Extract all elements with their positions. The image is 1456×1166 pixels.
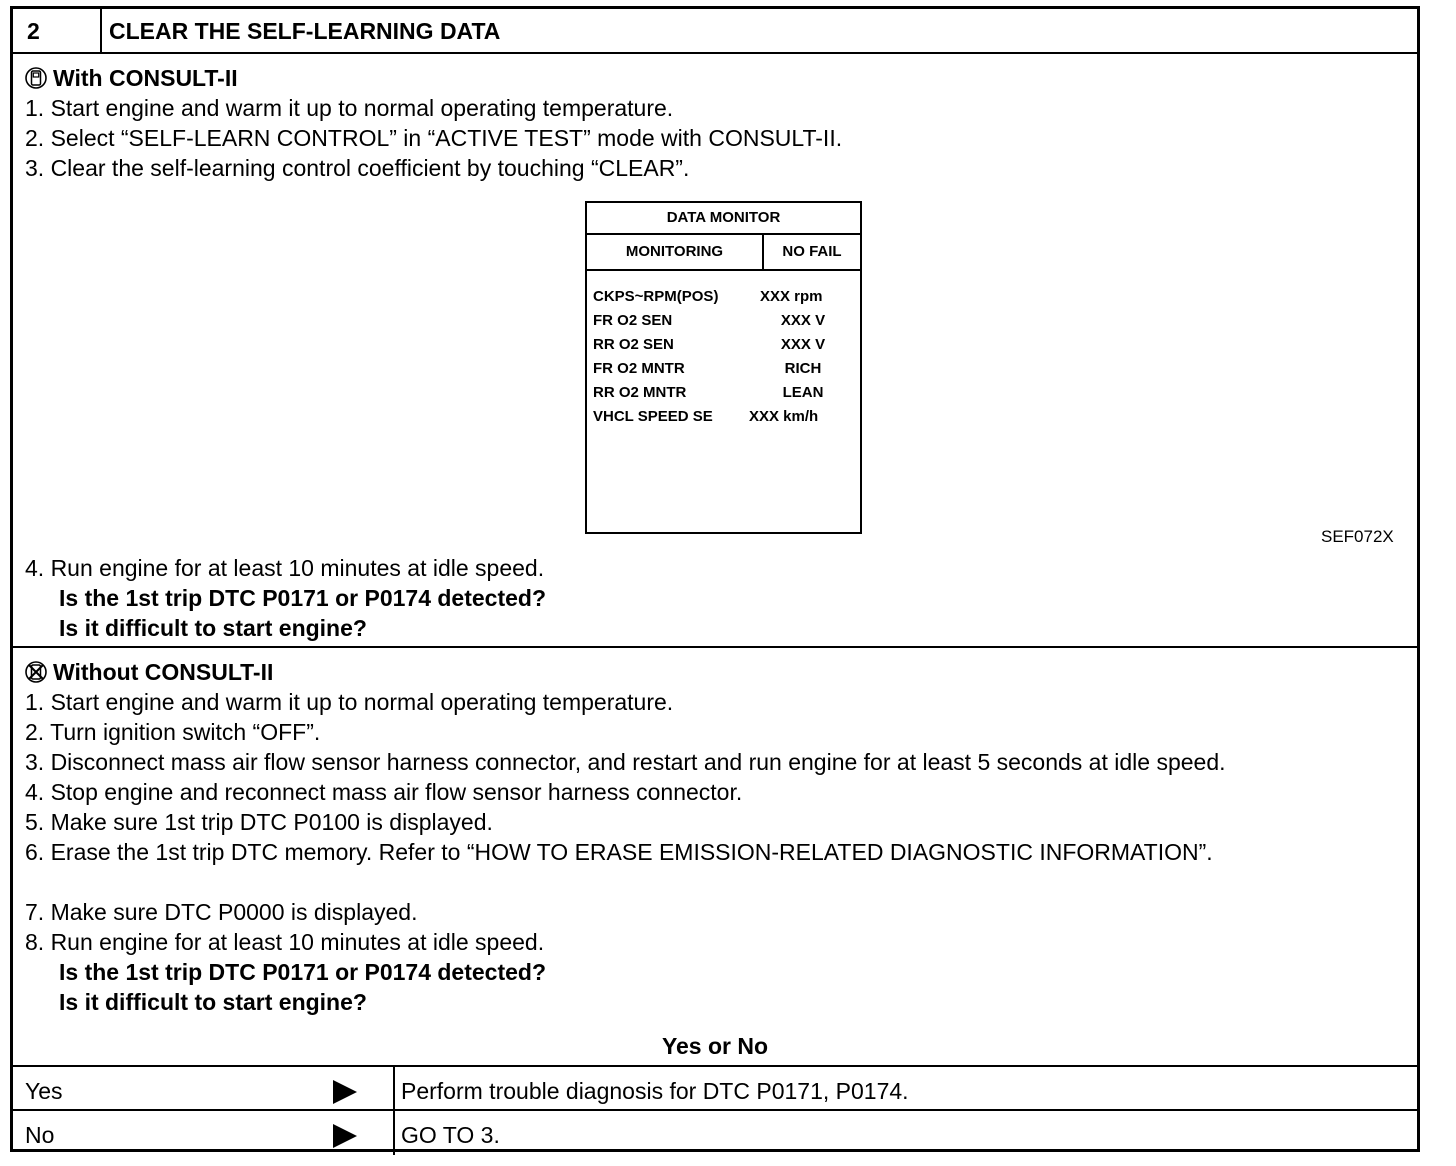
monitor-item-value: LEAN xyxy=(782,384,824,401)
with-consult-step-4: 4. Run engine for at least 10 minutes at idle speed. xyxy=(25,555,545,581)
monitor-row xyxy=(593,384,856,408)
monitor-item-value: XXX rpm xyxy=(760,288,823,305)
without-consult-step-7: 7. Make sure DTC P0000 is displayed. xyxy=(25,899,418,925)
no-consult-tool-icon xyxy=(25,661,47,683)
step-title: CLEAR THE SELF-LEARNING DATA xyxy=(109,18,501,44)
no-answer: No xyxy=(25,1122,55,1148)
monitor-item-name: RR O2 MNTR xyxy=(593,384,687,401)
step-number: 2 xyxy=(27,18,40,44)
monitor-row xyxy=(593,312,856,336)
data-monitor-screen xyxy=(585,201,862,534)
without-consult-step-6: 6. Erase the 1st trip DTC memory. Refer to “HOW TO ERASE EMISSION-RELATED DIAGNOSTIC INFORMATION”. xyxy=(25,839,1213,865)
result-column-divider xyxy=(393,1065,395,1155)
monitor-item-value: XXX km/h xyxy=(749,408,819,425)
monitor-item-name: VHCL SPEED SE xyxy=(593,408,713,425)
without-consult-step-4: 4. Stop engine and reconnect mass air flow sensor harness connector. xyxy=(25,779,743,805)
result-row-divider xyxy=(13,1109,1417,1111)
no-action: GO TO 3. xyxy=(401,1122,500,1148)
monitor-item-value: RICH xyxy=(784,360,822,377)
without-consult-question-dtc: Is the 1st trip DTC P0171 or P0174 detected? xyxy=(59,959,547,985)
header-divider xyxy=(100,9,102,53)
monitor-row xyxy=(593,360,856,384)
data-monitor-title: DATA MONITOR xyxy=(666,209,781,226)
yes-action: Perform trouble diagnosis for DTC P0171, P0174. xyxy=(401,1078,909,1104)
with-consult-question-start: Is it difficult to start engine? xyxy=(59,615,367,641)
monitor-row xyxy=(593,408,856,432)
monitor-item-value: XXX V xyxy=(780,336,826,353)
arrow-right-icon xyxy=(333,1080,357,1104)
data-monitor-rule xyxy=(587,233,860,235)
figure-code: SEF072X xyxy=(1321,527,1394,546)
header-rule xyxy=(13,52,1417,54)
with-consult-step-2: 2. Select “SELF-LEARN CONTROL” in “ACTIVE TEST” mode with CONSULT-II. xyxy=(25,125,843,151)
monitor-item-name: CKPS~RPM(POS) xyxy=(593,288,719,305)
yes-answer: Yes xyxy=(25,1078,63,1104)
without-consult-step-3: 3. Disconnect mass air flow sensor harness connector, and restart and run engine for at least 5 seconds at idle speed. xyxy=(25,749,1226,775)
with-consult-heading: With CONSULT-II xyxy=(25,63,238,93)
consult-tool-icon xyxy=(25,67,47,89)
monitor-item-value: XXX V xyxy=(780,312,826,329)
with-consult-question-dtc: Is the 1st trip DTC P0171 or P0174 detected? xyxy=(59,585,547,611)
monitor-item-name: RR O2 SEN xyxy=(593,336,674,353)
monitor-row xyxy=(593,288,856,312)
without-consult-heading: Without CONSULT-II xyxy=(25,657,273,687)
with-consult-step-3: 3. Clear the self-learning control coefficient by touching “CLEAR”. xyxy=(25,155,690,181)
monitor-row xyxy=(593,336,856,360)
result-label: Yes or No xyxy=(661,1033,769,1059)
without-consult-step-1: 1. Start engine and warm it up to normal operating temperature. xyxy=(25,689,674,715)
monitoring-label: MONITORING xyxy=(625,243,724,260)
diagnostic-procedure-box xyxy=(10,6,1420,1152)
arrow-right-icon xyxy=(333,1124,357,1148)
monitor-item-name: FR O2 MNTR xyxy=(593,360,685,377)
result-rule xyxy=(13,1065,1417,1067)
data-monitor-rule xyxy=(587,269,860,271)
monitor-status: NO FAIL xyxy=(782,243,842,260)
without-consult-step-2: 2. Turn ignition switch “OFF”. xyxy=(25,719,321,745)
monitor-item-name: FR O2 SEN xyxy=(593,312,673,329)
without-consult-step-8: 8. Run engine for at least 10 minutes at idle speed. xyxy=(25,929,545,955)
section-divider xyxy=(13,646,1417,648)
without-consult-step-5: 5. Make sure 1st trip DTC P0100 is displayed. xyxy=(25,809,493,835)
without-consult-question-start: Is it difficult to start engine? xyxy=(59,989,367,1015)
with-consult-step-1: 1. Start engine and warm it up to normal operating temperature. xyxy=(25,95,674,121)
